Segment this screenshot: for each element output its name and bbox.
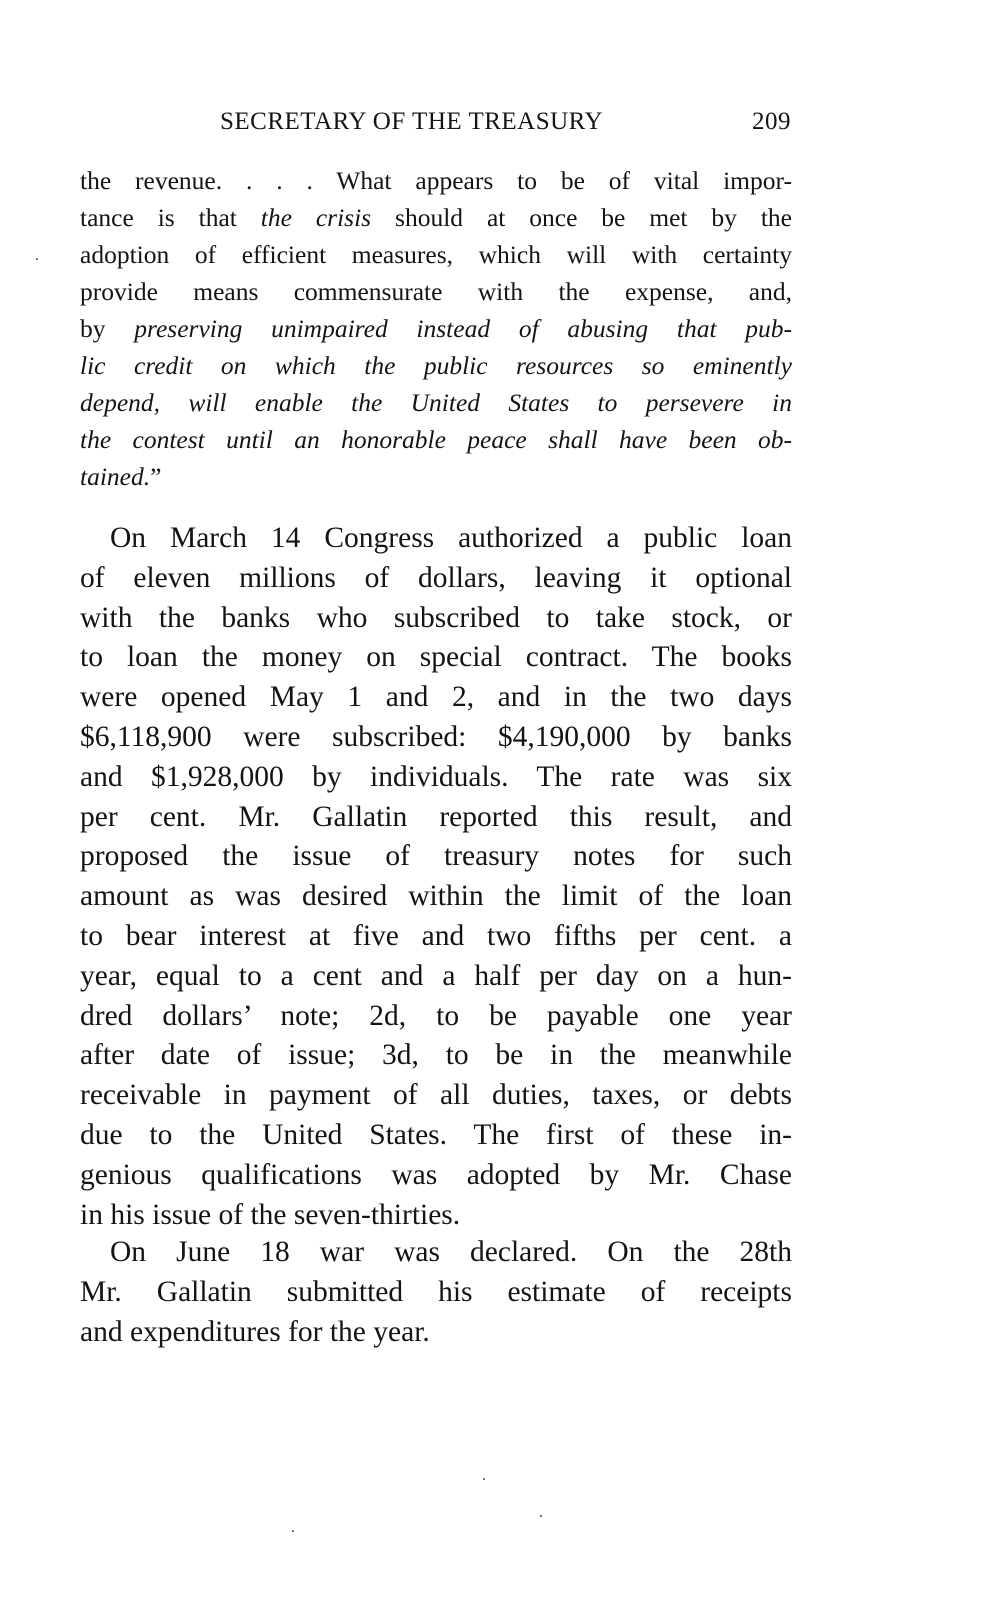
quote-line	[80, 203, 792, 233]
paragraph-line: with the banks who subscribed to take stock, or	[80, 601, 792, 634]
paragraph-line: to loan the money on special contract. The books	[80, 641, 792, 674]
italic-text: the contest until an honorable peace shall have been ob-	[80, 425, 792, 454]
paragraph-line: due to the United States. The first of these in-	[80, 1119, 792, 1151]
paragraph-line: amount as was desired within the limit of the loan	[80, 880, 792, 913]
paragraph-line: proposed the issue of treasury notes for such	[80, 840, 792, 873]
paragraph-line: $6,118,900 were subscribed: $4,190,000 by banks	[80, 721, 792, 753]
paragraph-line: On March 14 Congress authorized a public loan	[110, 522, 792, 554]
text-segment: tance is that	[80, 203, 261, 232]
paragraph-line: per cent. Mr. Gallatin reported this result, and	[80, 800, 792, 833]
quote-line	[80, 277, 792, 307]
italic-text: depend, will enable the United States to persevere in	[80, 388, 792, 417]
scan-speck	[36, 258, 38, 260]
quote-line	[80, 388, 792, 418]
italic-text: tained.	[80, 462, 151, 491]
text-segment: provide means commensurate with the expense, and,	[80, 277, 792, 306]
paragraph-line: year, equal to a cent and a half per day on a hun-	[80, 959, 792, 992]
italic-text: lic credit on which the public resources so eminently	[80, 351, 792, 380]
paragraph-line: were opened May 1 and 2, and in the two days	[80, 681, 792, 714]
italic-text: preserving unimpaired instead of abusing that pub-	[134, 314, 792, 343]
running-head: SECRETARY OF THE TREASURY	[220, 108, 604, 135]
scan-speck	[540, 1515, 542, 1517]
text-segment: by	[80, 314, 135, 343]
paragraph-line: of eleven millions of dollars, leaving it optional	[80, 561, 792, 594]
paragraph-line: in his issue of the seven-thirties.	[80, 1198, 461, 1231]
quote-line	[80, 351, 792, 381]
paragraph-line: On June 18 war was declared. On the 28th	[110, 1236, 792, 1268]
paragraph-line: and $1,928,000 by individuals. The rate was six	[80, 760, 792, 793]
text-segment: the revenue. . . . What appears to be of vital impor-	[80, 166, 792, 195]
quote-line	[80, 425, 792, 455]
paragraph-line: receivable in payment of all duties, taxes, or debts	[80, 1079, 792, 1112]
page-number: 209	[752, 108, 791, 135]
paragraph-line: after date of issue; 3d, to be in the meanwhile	[80, 1039, 792, 1072]
paragraph-line: to bear interest at five and two fifths per cent. a	[80, 920, 792, 952]
text-segment: ”	[150, 462, 162, 491]
quote-line	[80, 462, 792, 492]
scan-speck	[292, 1530, 294, 1532]
paragraph-line: genious qualifications was adopted by Mr. Chase	[80, 1158, 792, 1191]
paragraph-line: dred dollars’ note; 2d, to be payable one year	[80, 999, 792, 1032]
paragraph-line: Mr. Gallatin submitted his estimate of receipts	[80, 1275, 792, 1308]
italic-text: the crisis	[260, 203, 372, 232]
scan-speck	[483, 1478, 485, 1480]
paragraph-line: and expenditures for the year.	[80, 1315, 430, 1348]
text-segment: should at once be met by the	[371, 203, 792, 232]
quote-line	[80, 314, 792, 344]
text-segment: adoption of efficient measures, which will with certainty	[80, 240, 792, 269]
quote-line	[80, 240, 792, 270]
quote-line	[80, 166, 792, 196]
